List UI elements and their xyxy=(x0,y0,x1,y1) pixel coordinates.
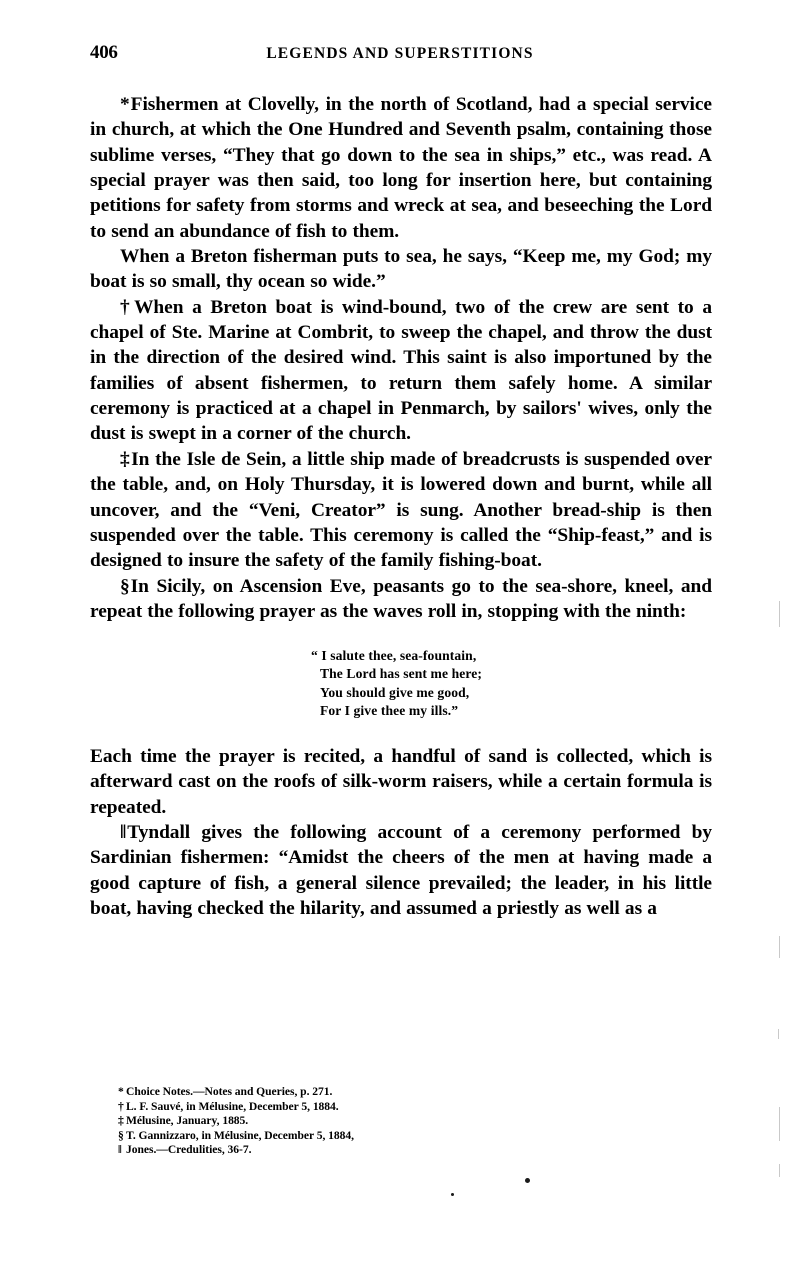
scan-artifact-margin-tick xyxy=(778,1029,779,1039)
paragraph-breton-windbound xyxy=(90,295,712,447)
paragraph-sicily xyxy=(90,574,712,625)
paragraph-text: When a Breton fisherman puts to sea, he says, “Keep me, my God; my boat is so small, thy ocean so wide.” xyxy=(90,246,712,293)
scan-artifact-margin-tick xyxy=(779,601,780,627)
paragraph-text: Fishermen at Clovelly, in the north of Scotland, had a special service in church, at which the One Hundred and Seventh psalm, containing those sublime verses, “They that go down to the sea in ships,” etc., was read. A special prayer was then said, too long for insertion here, but containing petitions for safety from storms and wreck at sea, and beseeching the Lord to send an abundance of fish to them. xyxy=(90,94,712,242)
footnote-symbol: ‡ xyxy=(118,1114,124,1128)
footnote-symbol: * xyxy=(118,1085,124,1098)
footnote-marker-asterisk: * xyxy=(120,94,130,115)
scan-artifact-margin-tick xyxy=(779,936,780,958)
footnote-symbol: § xyxy=(118,1128,124,1142)
paragraph-tyndall xyxy=(90,820,712,921)
footnote-entry xyxy=(118,1085,678,1100)
verse-line: The Lord has sent me here; xyxy=(319,666,483,682)
paragraph-each-time xyxy=(90,744,712,820)
paragraph-text: When a Breton boat is wind-bound, two of the crew are sent to a chapel of Ste. Marine at Combrit, to sweep the chapel, and throw the dust in the direction of the desired wind. This saint is also importuned by the families of absent fishermen, to return them safely home. A similar ceremony is practiced at a chapel in Penmarch, by sailors' wives, only the dust is swept in a corner of the church. xyxy=(90,296,712,445)
verse-line: You should give me good, xyxy=(319,684,470,700)
footnote-marker-parallel: ‖ xyxy=(120,822,127,844)
footnote-marker-double-dagger: ‡ xyxy=(120,448,131,470)
running-head xyxy=(90,42,710,68)
paragraph-clovelly xyxy=(90,92,712,244)
footnote-text: L. F. Sauvé, in Mélusine, December 5, 1884. xyxy=(126,1099,339,1113)
scan-artifact-margin-tick xyxy=(779,1107,780,1141)
footnote-text: Jones.—Credulities, 36-7. xyxy=(126,1143,252,1157)
footnote-entry xyxy=(118,1143,678,1158)
footnote-entry xyxy=(118,1100,678,1115)
footnote-marker-section: § xyxy=(120,575,130,597)
paragraph-text: Tyndall gives the following account of a ceremony performed by Sardinian fishermen: “Amidst the cheers of the men at having made a good capture of fish, a general silence prevailed; the leader, in his little boat, having checked the hilarity, and assumed a priestly as well as a xyxy=(90,822,712,920)
page-number: 406 xyxy=(90,42,118,63)
footnote-symbol: † xyxy=(118,1099,124,1113)
paragraph-breton-prayer xyxy=(90,244,712,295)
footnote-symbol: ‖ xyxy=(118,1143,122,1157)
footnote-entry xyxy=(118,1129,678,1144)
paragraph-text: Each time the prayer is recited, a handful of sand is collected, which is afterward cast on the roofs of silk-worm raisers, while a certain formula is repeated. xyxy=(90,746,712,818)
paragraph-isle-de-sein xyxy=(90,447,712,574)
footnote-marker-dagger: † xyxy=(120,296,134,318)
running-title: LEGENDS AND SUPERSTITIONS xyxy=(266,45,534,62)
body-text-block xyxy=(90,92,712,921)
verse-line: For I give thee my ills.” xyxy=(319,702,459,718)
scan-artifact-margin-tick xyxy=(779,1164,780,1177)
footnote-entry xyxy=(118,1114,678,1129)
verse-quotation xyxy=(90,647,712,720)
scan-artifact-speck xyxy=(451,1193,454,1196)
paragraph-text: In the Isle de Sein, a little ship made of breadcrusts is suspended over the table, and, on Holy Thursday, it is lowered down and burnt, while all uncover, and the “Veni, Creator” is sung. Another bread-ship is then suspended over the table. This ceremony is called the “Ship-feast,” and is designed to insure the safety of the family fishing-boat. xyxy=(90,448,712,572)
scan-artifact-speck xyxy=(525,1178,530,1183)
footnote-text: Mélusine, January, 1885. xyxy=(126,1114,249,1128)
footnote-block xyxy=(118,1085,678,1158)
paragraph-text: In Sicily, on Ascension Eve, peasants go to the sea-shore, kneel, and repeat the following prayer as the waves roll in, stopping with the ninth: xyxy=(90,575,712,622)
footnote-text: T. Gannizzaro, in Mélusine, December 5, 1884, xyxy=(126,1128,354,1142)
verse-line: “ I salute thee, sea-fountain, xyxy=(310,648,477,664)
footnote-text: Choice Notes.—Notes and Queries, p. 271. xyxy=(126,1085,333,1098)
